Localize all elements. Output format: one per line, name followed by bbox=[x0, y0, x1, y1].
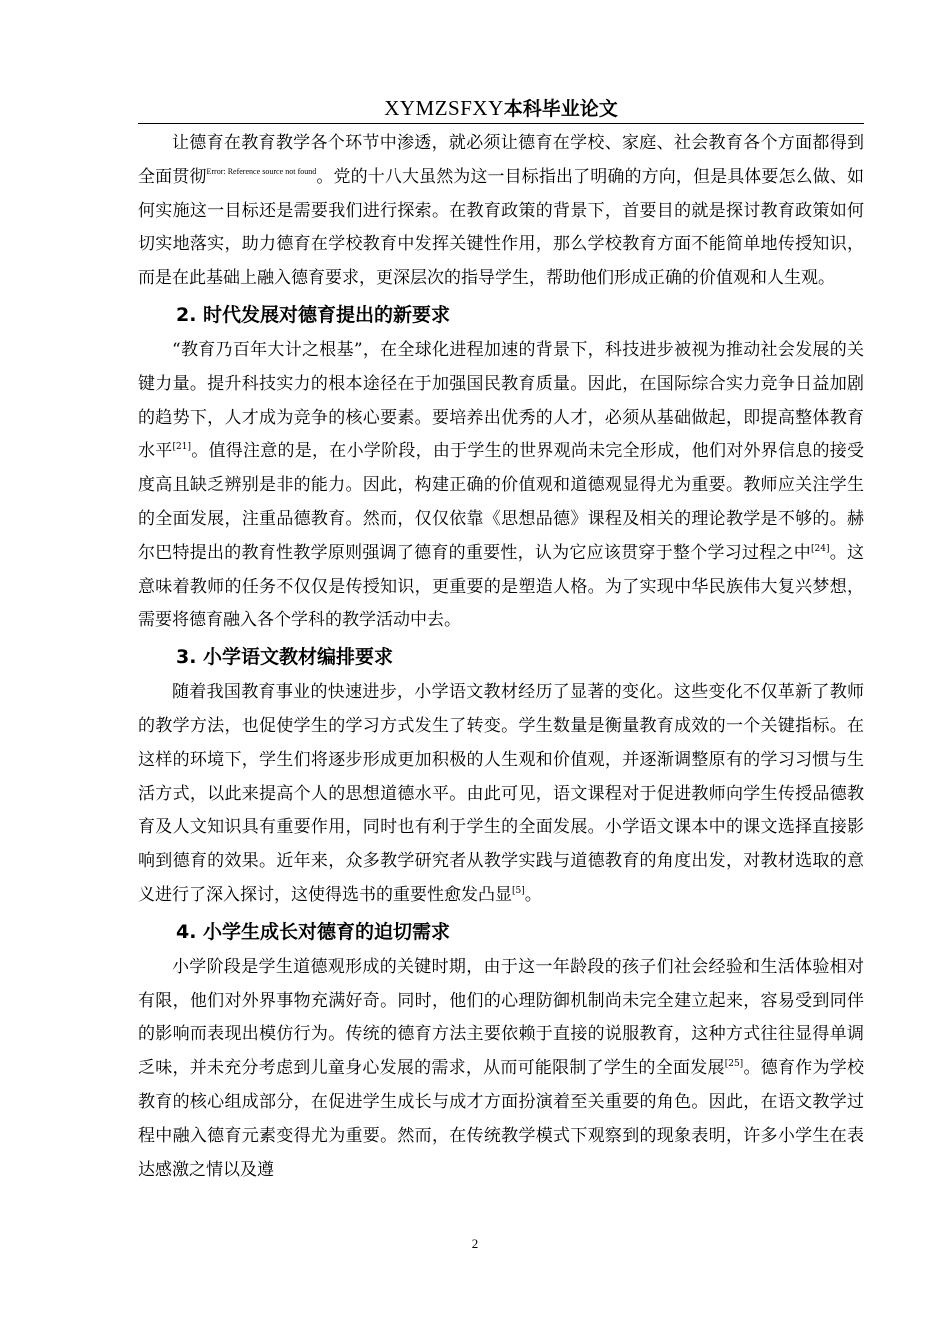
citation-24: [24] bbox=[811, 543, 830, 554]
paragraph-4-text-a: 小学阶段是学生道德观形成的关键时期，由于这一年龄段的孩子们社会经验和生活体验相对有限，他们对外界事物充满好奇。同时，他们的心理防御机制尚未完全建立起来，容易受到同伴的影响而表现出模仿行为。传统的德育方法主要依赖于直接的说服教育，这种方式往往显得单调乏味，并未充分考虑到儿童身心发展的需求，从而可能限制了学生的全面发展 bbox=[138, 956, 864, 1079]
header-latin-title: XYMZSFXY bbox=[384, 96, 504, 120]
paragraph-2-text-a: “教育乃百年大计之根基”，在全球化进程加速的背景下，科技进步被视为推动社会发展的关键力量。提升科技实力的根本途径在于加强国民教育质量。因此，在国际综合实力竞争日益加剧的趋势下，人才成为竞争的核心要素。要培养出优秀的人才，必须从基础做起，即提高整体教育水平 bbox=[138, 339, 864, 462]
header-thesis-label: 本科毕业论文 bbox=[503, 98, 618, 120]
paragraph-2-text-c: 。这意味着教师的任务不仅仅是传授知识，更重要的是塑造人格。为了实现中华民族伟大复兴梦想，需要将德育融入各个学科的教学活动中去。 bbox=[138, 542, 865, 631]
paragraph-3-text-a: 随着我国教育事业的快速进步，小学语文教材经历了显著的变化。这些变化不仅革新了教师的教学方法，也促使学生的学习方式发生了转变。学生数量是衡量教育成效的一个关键指标。在这样的环境下，学生们将逐步形成更加积极的人生观和价值观，并逐渐调整原有的学习习惯与生活方式，以此来提高个人的思想道德水平。由此可见，语文课程对于促进教师向学生传授品德教育及人文知识具有重要作用，同时也有利于学生的全面发展。小学语文课本中的课文选择直接影响到德育的效果。近年来，众多教学研究者从教学实践与道德教育的角度出发，对教材选取的意义进行了深入探讨，这使得选书的重要性愈发凸显 bbox=[138, 682, 864, 905]
paragraph-3-text-b: 。 bbox=[524, 884, 542, 905]
header-rule bbox=[138, 123, 864, 124]
citation-5: [5] bbox=[512, 885, 525, 896]
page-number: 2 bbox=[471, 1236, 479, 1251]
paragraph-2 bbox=[138, 334, 864, 638]
paragraph-2-text-b: 。值得注意的是，在小学阶段，由于学生的世界观尚未完全形成，他们对外界信息的接受度高且缺乏辨别是非的能力。因此，构建正确的价值观和道德观显得尤为重要。教师应关注学生的全面发展，注重品德教育。然而，仅仅依靠《思想品德》课程及相关的理论教学是不够的。赫尔巴特提出的教育性教学原则强调了德育的重要性，认为它应该贯穿于整个学习过程之中 bbox=[138, 441, 865, 563]
paragraph-1-text-b: 。党的十八大虽然为这一目标指出了明确的方向，但是具体要怎么做、如何实施这一目标还是需要我们进行探索。在教育政策的背景下，首要目的就是探讨教育政策如何切实地落实，助力德育在学校教育中发挥关键性作用，那么学校教育方面不能简单地传授知识，而是在此基础上融入德育要求，更深层次的指导学生，帮助他们形成正确的价值观和人生观。 bbox=[138, 166, 865, 289]
citation-21: [21] bbox=[172, 442, 191, 453]
paragraph-4 bbox=[138, 951, 864, 1188]
section-heading-4: 4. 小学生成长对德育的迫切需求 bbox=[176, 920, 451, 943]
citation-25: [25] bbox=[724, 1059, 744, 1070]
paragraph-4-text-b: 。德育作为学校教育的核心组成部分，在促进学生成长与成才方面扮演着至关重要的角色。因此，在语文教学过程中融入德育元素变得尤为重要。然而，在传统教学模式下观察到的现象表明，许多小学生在表达感激之情以及遵 bbox=[138, 1058, 864, 1180]
paragraph-3 bbox=[138, 676, 864, 913]
section-heading-3: 3. 小学语文教材编排要求 bbox=[176, 646, 394, 669]
reference-error-note: Error: Reference source not found bbox=[206, 166, 317, 176]
document-body bbox=[138, 127, 864, 1187]
page-header bbox=[138, 93, 864, 123]
paragraph-1-text-a: 让德育在教育教学各个环节中渗透，就必须让德育在学校、家庭、社会教育各个方面都得到全面贯彻 bbox=[138, 133, 864, 187]
section-heading-2: 2. 时代发展对德育提出的新要求 bbox=[176, 303, 451, 326]
paragraph-1 bbox=[138, 127, 864, 296]
